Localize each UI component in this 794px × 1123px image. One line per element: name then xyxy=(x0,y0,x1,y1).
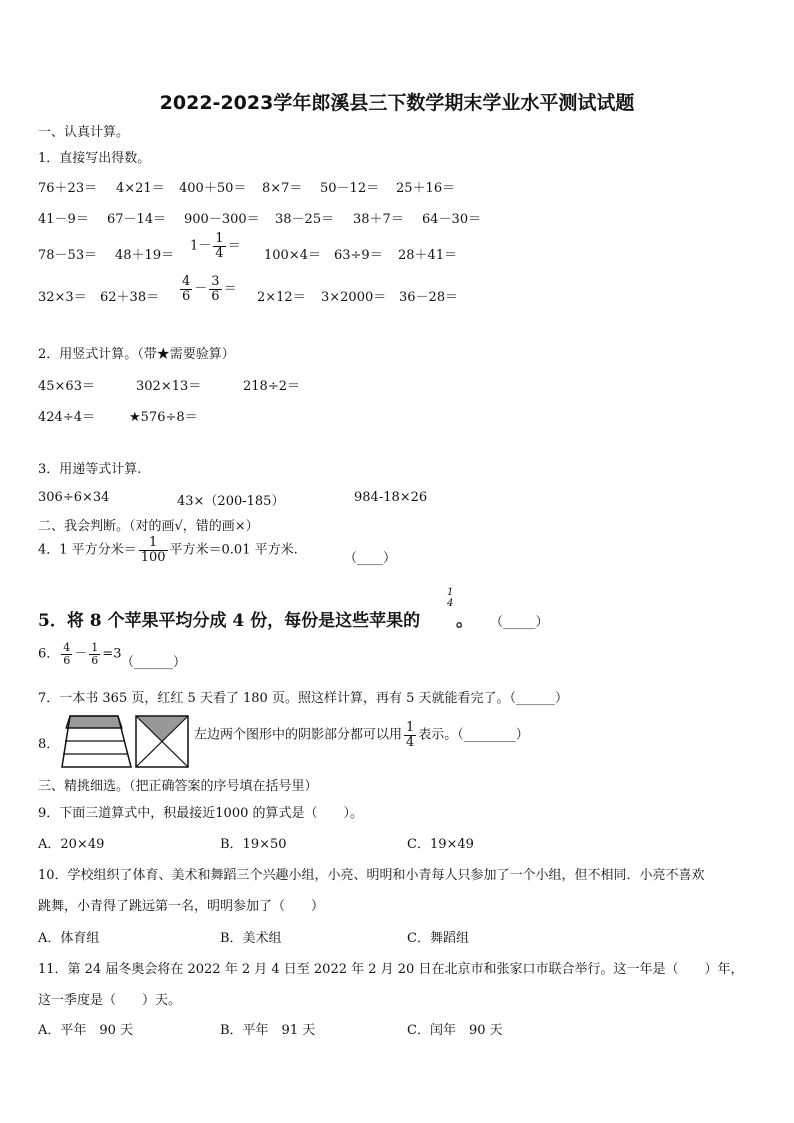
calc-item: 36－28＝ xyxy=(399,290,459,305)
question-10-line-1: 10．学校组织了体育、美术和舞蹈三个兴趣小组，小亮、明明和小青每人只参加了一个小组，但不相同．小亮不喜欢 xyxy=(38,868,705,883)
option-c[interactable]: C．闰年 90 天 xyxy=(407,1023,503,1038)
question-5: 5．将 8 个苹果平均分成 4 份，每份是这些苹果的 xyxy=(38,611,421,631)
question-2-label: 2．用竖式计算。（带★需要验算） xyxy=(38,347,235,362)
fraction: $\frac{1}{4}$ xyxy=(406,720,415,750)
answer-blank[interactable]: （______） xyxy=(121,655,187,670)
question-9: 9．下面三道算式中，积最接近1000 的算式是（ ）。 xyxy=(38,806,363,821)
calc-item: 900－300＝ xyxy=(184,212,260,227)
calc-item: 32×3＝ xyxy=(38,290,87,305)
option-a[interactable]: A．平年 90 天 xyxy=(38,1023,134,1038)
fraction: $\frac{4}{6}$ xyxy=(182,274,191,304)
calc-item: ★576÷8＝ xyxy=(129,410,198,425)
fraction: $\frac{3}{6}$ xyxy=(211,274,220,304)
calc-item: 78－53＝ xyxy=(38,248,98,263)
calc-item: 8×7＝ xyxy=(262,181,303,196)
calc-item: 100×4＝ xyxy=(264,248,321,263)
calc-item: 306÷6×34 xyxy=(38,490,110,505)
section-heading-1: 一、认真计算。 xyxy=(38,125,130,140)
fraction: $\frac{4}{6}$ xyxy=(63,641,71,667)
calc-item: 45×63＝ xyxy=(38,379,95,394)
option-a[interactable]: A．体育组 xyxy=(38,931,100,946)
calc-item: 38＋7＝ xyxy=(353,212,404,227)
fraction: $\frac{1}{100}$ xyxy=(140,535,166,565)
calc-item: 218÷2＝ xyxy=(243,379,300,394)
option-a[interactable]: A．20×49 xyxy=(38,837,105,852)
calc-item: 400＋50＝ xyxy=(179,181,247,196)
calc-item: 4×21＝ xyxy=(116,181,165,196)
question-11-line-1: 11．第 24 届冬奥会将在 2022 年 2 月 4 日至 2022 年 2 月 20 日在北京市和张家口市联合举行。这一年是（ ）年， xyxy=(38,962,744,977)
calc-item: 2×12＝ xyxy=(257,290,306,305)
calc-item: 76＋23＝ xyxy=(38,181,98,196)
calc-item: 64－30＝ xyxy=(422,212,482,227)
calc-item: 38－25＝ xyxy=(275,212,335,227)
question-8-number: 8． xyxy=(38,737,60,752)
section-heading-3: 三、精挑细选。（把正确答案的序号填在括号里） xyxy=(38,779,318,794)
answer-blank[interactable]: （_____） xyxy=(490,615,549,630)
option-b[interactable]: B．19×50 xyxy=(220,837,287,852)
calc-item-fraction: $\frac{4}{6}$ － $\frac{3}{6}$ ＝ xyxy=(182,274,237,304)
calc-item: 424÷4＝ xyxy=(38,410,95,425)
calc-item: 41－9＝ xyxy=(38,212,89,227)
shaded-shapes-figure xyxy=(60,714,190,769)
calc-item: 28＋41＝ xyxy=(398,248,458,263)
question-1-label: 1．直接写出得数。 xyxy=(38,151,151,166)
question-6: 6． $\frac{4}{6}$ － $\frac{1}{6}$ =3 xyxy=(38,641,122,667)
calc-item: 62＋38＝ xyxy=(100,290,160,305)
page-title: 2022-2023学年郎溪县三下数学期末学业水平测试试题 xyxy=(159,92,635,114)
question-10-line-2: 跳舞，小青得了跳远第一名，明明参加了（ ） xyxy=(38,899,325,914)
fraction: $\frac{1}{6}$ xyxy=(91,641,99,667)
calc-item: 3×2000＝ xyxy=(321,290,387,305)
fraction: $\frac{1}{4}$ xyxy=(215,231,224,261)
option-b[interactable]: B．美术组 xyxy=(220,931,282,946)
calc-item: 984-18×26 xyxy=(354,490,428,505)
question-5-end: 。 xyxy=(456,611,473,631)
option-c[interactable]: C．19×49 xyxy=(407,837,474,852)
calc-item-fraction: 1－ $\frac{1}{4}$ ＝ xyxy=(190,231,241,261)
question-4: 4．1 平方分米＝ $\frac{1}{100}$ 平方米＝0.01 平方米. xyxy=(38,535,298,565)
question-7: 7．一本书 365 页，红红 5 天看了 180 页。照这样计算，再有 5 天就能看完了。（______） xyxy=(38,691,568,706)
option-b[interactable]: B．平年 91 天 xyxy=(220,1023,316,1038)
calc-item: 43×（200-185） xyxy=(177,494,285,509)
calc-item: 48＋19＝ xyxy=(115,248,175,263)
tiny-fraction: 1 4 xyxy=(447,587,454,609)
question-3-label: 3．用递等式计算. xyxy=(38,462,142,477)
answer-blank[interactable]: （____） xyxy=(344,551,397,566)
trapezoid-figure xyxy=(62,716,131,767)
section-heading-2: 二、我会判断。（对的画√，错的画×） xyxy=(38,519,259,534)
calc-item: 67－14＝ xyxy=(107,212,167,227)
calc-item: 63÷9＝ xyxy=(334,248,383,263)
calc-item: 25＋16＝ xyxy=(396,181,456,196)
calc-item: 50－12＝ xyxy=(320,181,380,196)
option-c[interactable]: C．舞蹈组 xyxy=(407,931,469,946)
question-11-line-2: 这一季度是（ ）天。 xyxy=(38,993,182,1008)
square-figure xyxy=(136,716,188,767)
question-8: 左边两个图形中的阴影部分都可以用 $\frac{1}{4}$ 表示。（________） xyxy=(194,720,529,750)
calc-item: 302×13＝ xyxy=(136,379,202,394)
